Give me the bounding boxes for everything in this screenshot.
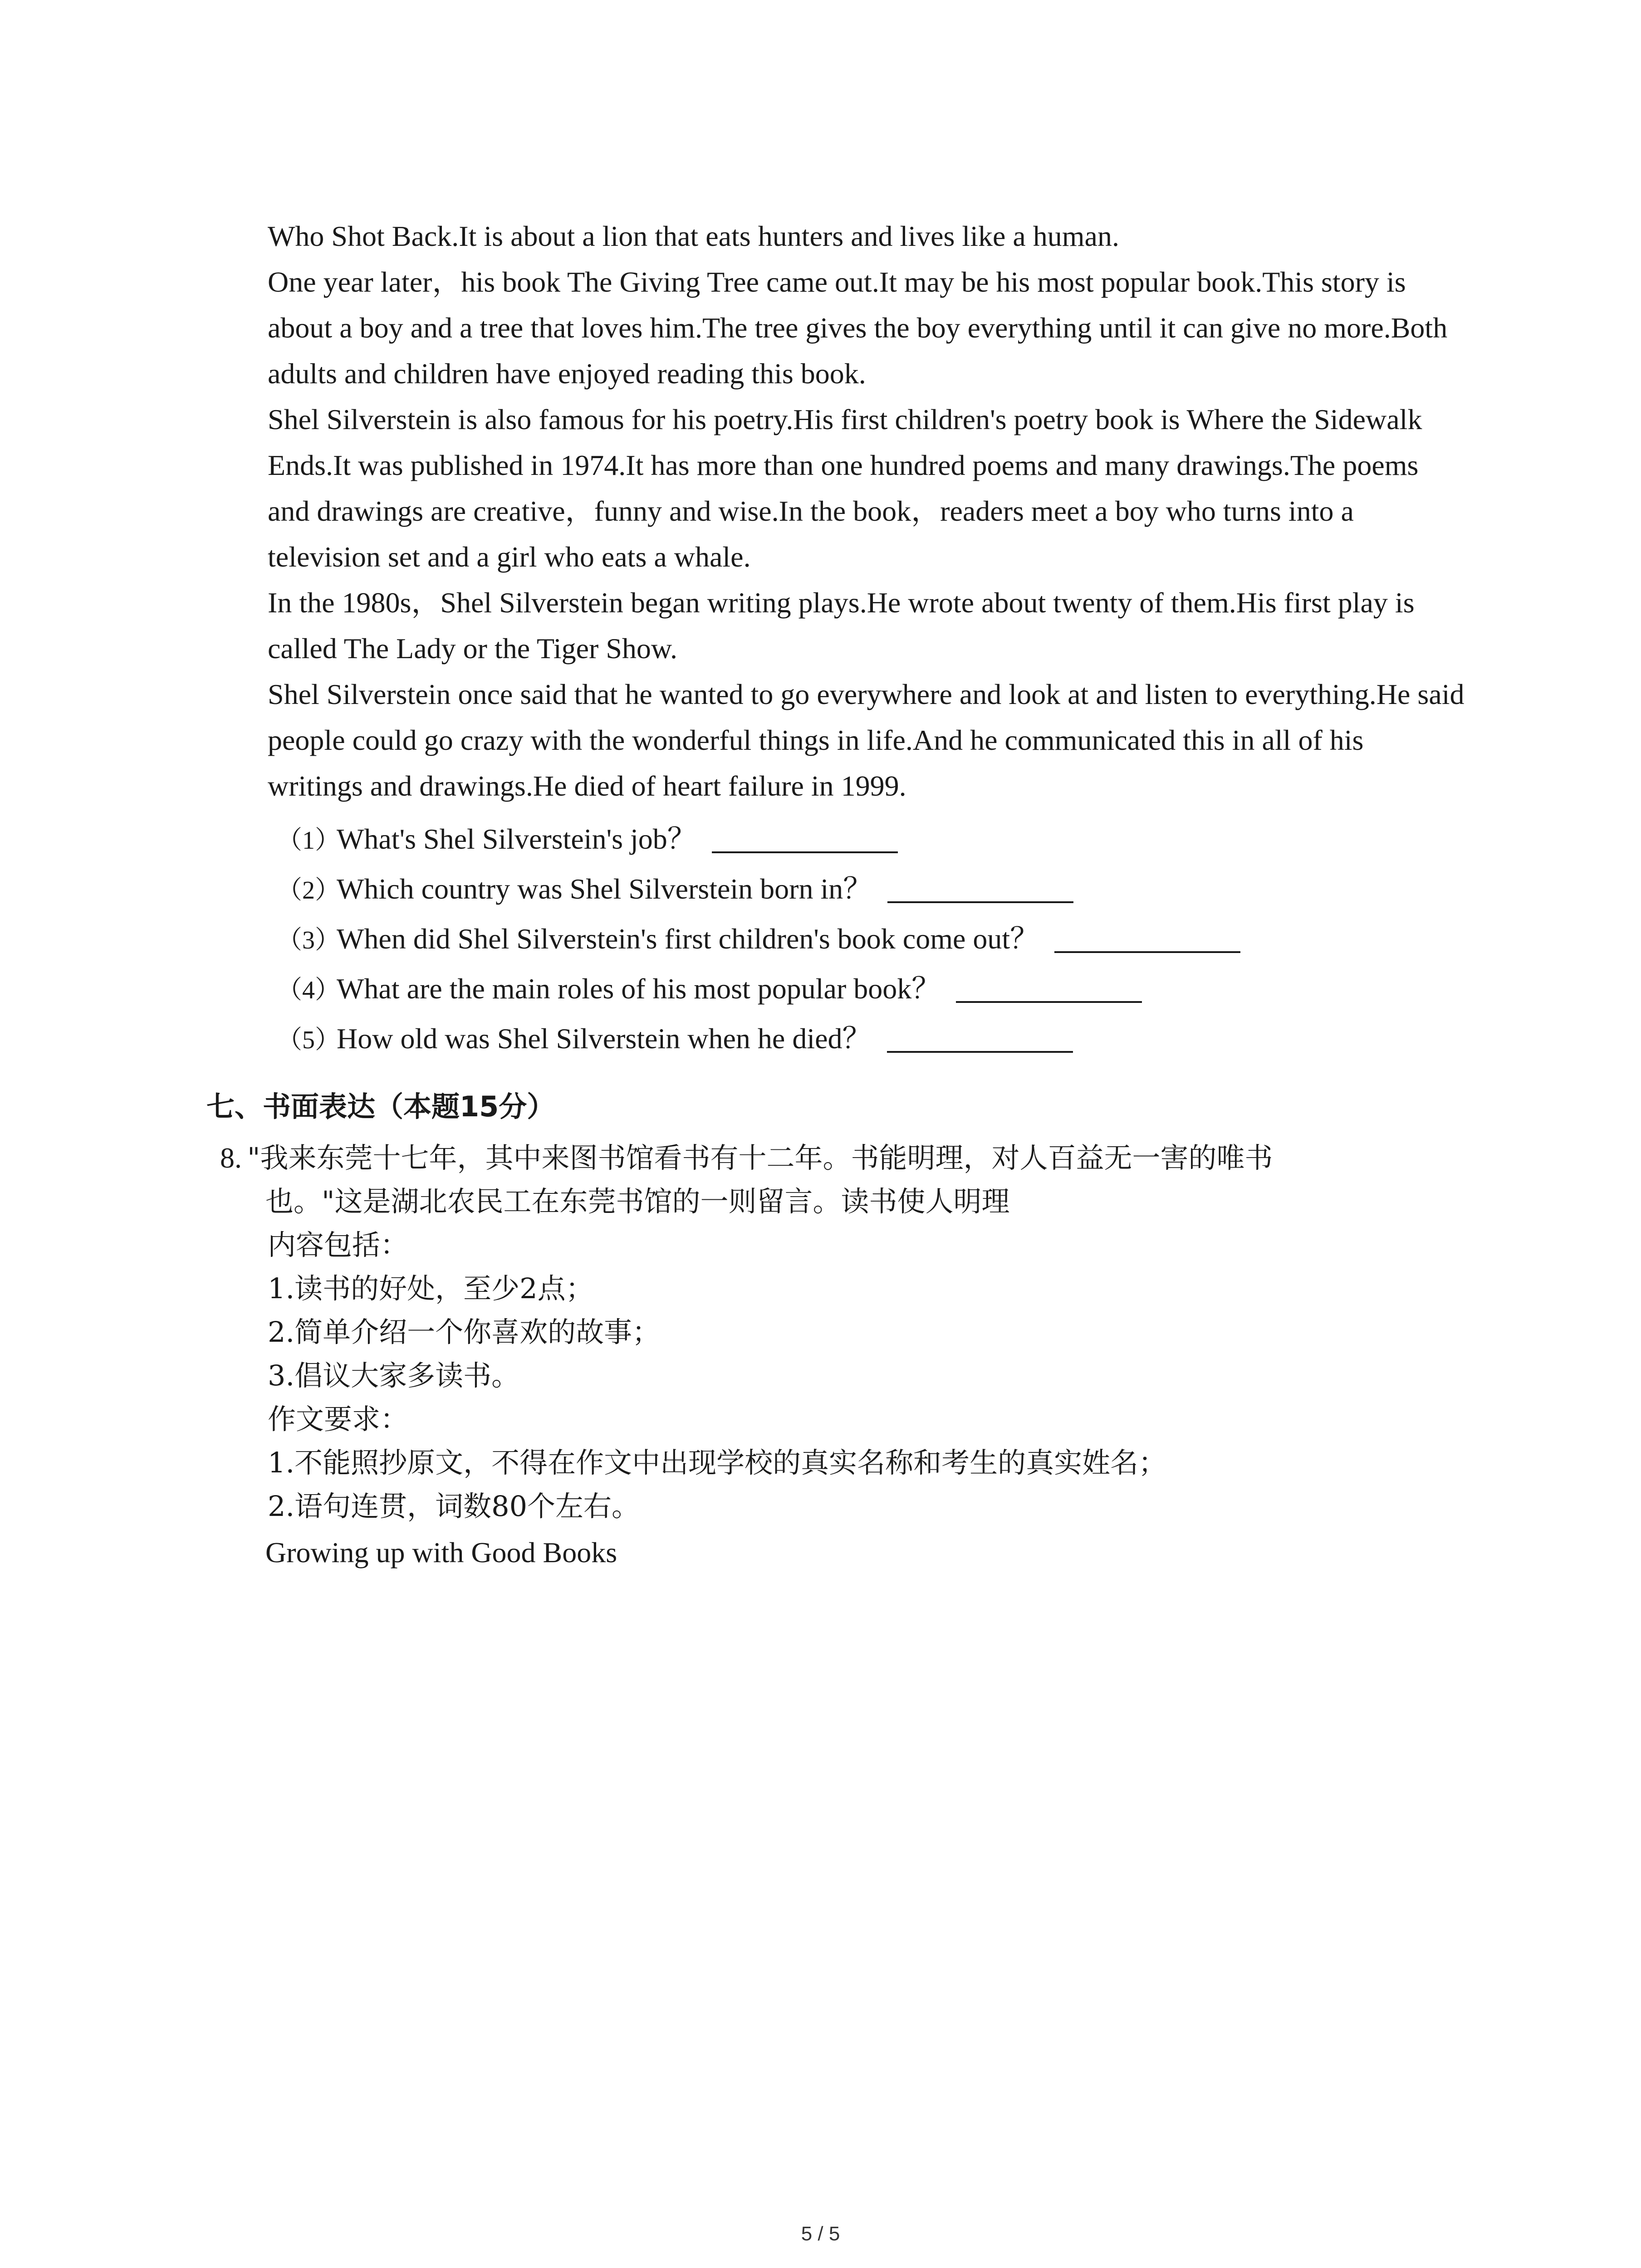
question-number: （1） <box>277 826 340 855</box>
section-title: 七、书面表达（本题15分） <box>206 1090 555 1123</box>
question-text: What are the main roles of his most popular book？ <box>337 973 941 1005</box>
passage-paragraph-5: Shel Silverstein once said that he wanted to go everywhere and look at and listen to everything.He said people could go crazy with the wonderful things in life.And he communicated this in all of his writings and drawings.He died of heart failure in 1999. <box>268 678 1465 802</box>
answer-blank[interactable] <box>887 874 1073 903</box>
page-number: 5 / 5 <box>801 2223 840 2245</box>
question-5 <box>277 1014 1073 1064</box>
content-item-2: 2.简单介绍一个你喜欢的故事； <box>268 1315 661 1349</box>
writing-prompt-line-1: "我来东莞十七年，其中来图书馆看书有十二年。书能明理，对人百益无一害的唯书 <box>247 1141 1273 1174</box>
question-text: What's Shel Silverstein's job？ <box>337 823 696 855</box>
answer-blank[interactable] <box>887 1024 1073 1053</box>
question-2 <box>277 864 1073 914</box>
question-text: Which country was Shel Silverstein born in？ <box>337 873 872 905</box>
question-1 <box>277 814 898 864</box>
content-item-3: 3.倡议大家多读书。 <box>268 1359 520 1392</box>
question-3 <box>277 914 1240 964</box>
question-number: 8. <box>220 1142 242 1174</box>
passage-paragraph-4: In the 1980s，Shel Silverstein began writing plays.He wrote about twenty of them.His first play is called The Lady or the Tiger Show. <box>268 587 1415 665</box>
requirement-item-1: 1.不能照抄原文，不得在作文中出现学校的真实名称和考生的真实姓名； <box>268 1446 1167 1479</box>
question-number: （2） <box>277 876 340 904</box>
question-text: When did Shel Silverstein's first children's book come out？ <box>337 923 1039 955</box>
essay-title: Growing up with Good Books <box>265 1536 617 1569</box>
question-number: （5） <box>277 1026 340 1054</box>
content-item-1: 1.读书的好处，至少2点； <box>268 1272 594 1305</box>
requirements-heading: 作文要求： <box>268 1403 409 1436</box>
passage-paragraph-3: Shel Silverstein is also famous for his poetry.His first children's poetry book is Where the Sidewalk Ends.It was published in 1974.It has more than one hundred poems and many drawings.The poems and drawings are creative，funny and wise.In the book，readers meet a boy who turns into a television set and a girl who eats a whale. <box>268 403 1422 573</box>
question-number: （4） <box>277 976 340 1004</box>
passage-paragraph-1: Who Shot Back.It is about a lion that eats hunters and lives like a human. <box>268 220 1119 252</box>
question-number: （3） <box>277 926 340 954</box>
content-heading: 内容包括： <box>268 1228 409 1261</box>
requirement-item-2: 2.语句连贯，词数80个左右。 <box>268 1490 640 1523</box>
answer-blank[interactable] <box>1054 924 1240 953</box>
writing-prompt-line-2: 也。"这是湖北农民工在东莞书馆的一则留言。读书使人明理 <box>265 1185 1010 1218</box>
question-4 <box>277 964 1142 1014</box>
passage-paragraph-2: One year later，his book The Giving Tree came out.It may be his most popular book.This story is about a boy and a tree that loves him.The tree gives the boy everything until it can give no more.Both adults and children have enjoyed reading this book. <box>268 266 1448 390</box>
answer-blank[interactable] <box>712 824 898 853</box>
answer-blank[interactable] <box>956 974 1142 1003</box>
question-text: How old was Shel Silverstein when he died？ <box>337 1022 872 1055</box>
